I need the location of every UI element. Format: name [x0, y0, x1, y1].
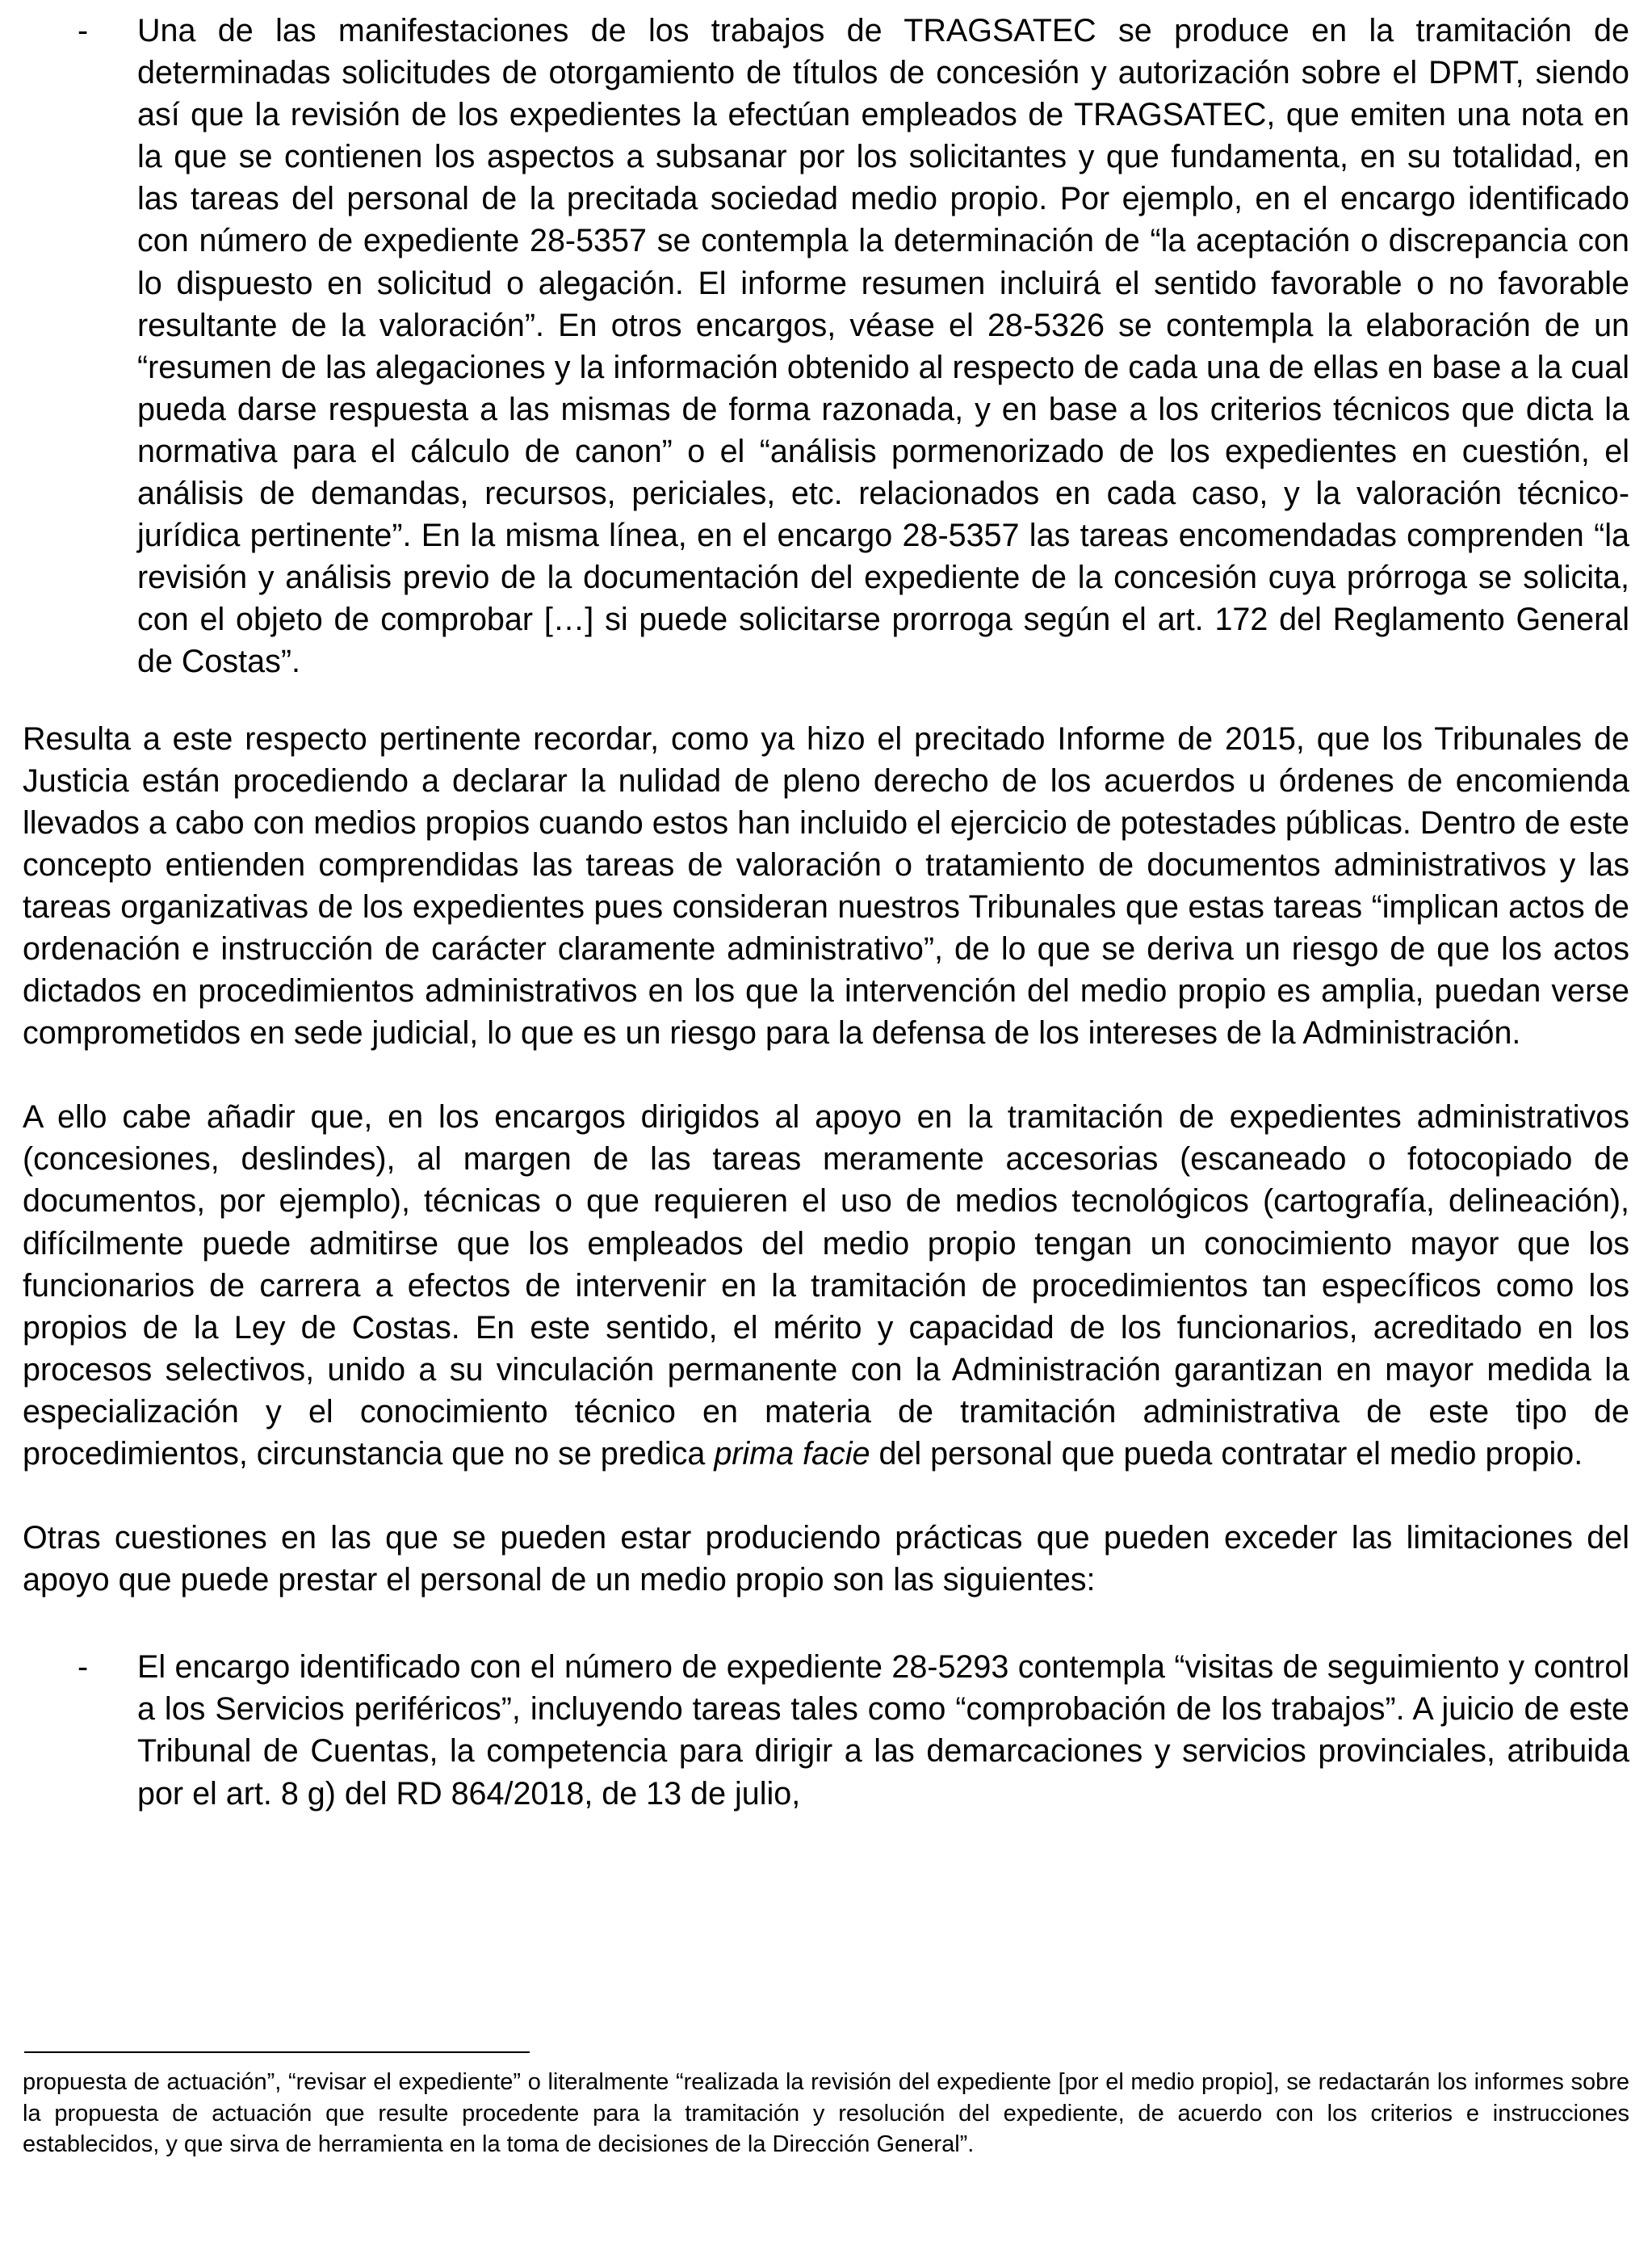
bullet-item [23, 10, 1629, 683]
paragraph-text: del personal que pueda contratar el medio propio. [870, 1436, 1583, 1472]
main-text [23, 10, 1629, 1815]
paragraph: Resulta a este respecto pertinente recordar, como ya hizo el precitado Informe de 2015, que los Tribunales de Justicia están procediendo a declarar la nulidad de pleno derecho de los acuerdos u órdenes de encomienda llevados a cabo con medios propios cuando estos han incluido el ejercicio de potestades públicas. Dentro de este concepto entienden comprendidas las tareas de valoración o tratamiento de documentos administrativos y las tareas organizativas de los expedientes pues consideran nuestros Tribunales que estas tareas “implican actos de ordenación e instrucción de carácter claramente administrativo”, de lo que se deriva un riesgo de que los actos dictados en procedimientos administrativos en los que la intervención del medio propio es amplia, puedan verse comprometidos en sede judicial, lo que es un riesgo para la defensa de los intereses de la Administración. [23, 720, 1629, 1052]
footnote-separator [24, 2051, 530, 2053]
paragraph: Otras cuestiones en las que se pueden estar produciendo prácticas que pueden exceder las limitaciones del apoyo que puede prestar el personal de un medio propio son las siguientes: [23, 1520, 1629, 1598]
italic-term: prima facie [714, 1436, 870, 1472]
bullet-dash: - [78, 1649, 89, 1686]
bullet-text: El encargo identificado con el número de expediente 28-5293 contempla “visitas de seguimiento y control a los Servicios periféricos”, incluyendo tareas tales como “comprobación de los trabajos”. A juicio de este Tribunal de Cuentas, la competencia para dirigir a las demarcaciones y servicios provinciales, atribuida por el art. 8 g) del RD 864/2018, de 13 de julio, [137, 1649, 1629, 1812]
paragraph-text: A ello cabe añadir que, en los encargos dirigidos al apoyo en la tramitación de expedientes administrativos (concesiones, deslindes), al margen de las tareas meramente accesorias (escaneado o fotocopiado de documentos, por ejemplo), técnicas o que requieren el uso de medios tecnológicos (cartografía, delineación), difícilmente puede admitirse que los empleados del medio propio tengan un conocimiento mayor que los funcionarios de carrera a efectos de intervenir en la tramitación de procedimientos tan específicos como los propios de la Ley de Costas. En este sentido, el mérito y capacidad de los funcionarios, acreditado en los procesos selectivos, unido a su vinculación permanente con la Administración garantizan en mayor medida la especialización y el conocimiento técnico en materia de tramitación administrativa de este tipo de procedimientos, circunstancia que no se predica [23, 1099, 1629, 1472]
bullet-dash: - [78, 13, 89, 48]
bullet-item [23, 1646, 1629, 1814]
paragraph [23, 1096, 1629, 1475]
footnote [23, 2067, 1629, 2160]
bullet-text: Una de las manifestaciones de los trabajos de TRAGSATEC se produce en la tramitación de determinadas solicitudes de otorgamiento de títulos de concesión y autorización sobre el DPMT, siendo así que la revisión de los expedientes la efectúan empleados de TRAGSATEC, que emiten una nota en la que se contienen los aspectos a subsanar por los solicitantes y que fundamenta, en su totalidad, en las tareas del personal de la precitada sociedad medio propio. Por ejemplo, en el encargo identificado con número de expediente 28-5357 se contempla la determinación de “la aceptación o discrepancia con lo dispuesto en solicitud o alegación. El informe resumen incluirá el sentido favorable o no favorable resultante de la valoración”. En otros encargos, véase el 28-5326 se contempla la elaboración de un “resumen de las alegaciones y la información obtenido al respecto de cada una de ellas en base a la cual pueda darse respuesta a las mismas de forma razonada, y en base a los criterios técnicos que dicta la normativa para el cálculo de canon” o el “análisis pormenorizado de los expedientes en cuestión, el análisis de demandas, recursos, periciales, etc. relacionados en cada caso, y la valoración técnico-jurídica pertinente”. En la misma línea, en el encargo 28-5357 las tareas encomendadas comprenden “la revisión y análisis previo de la documentación del expediente de la concesión cuya prórroga se solicita, con el objeto de comprobar […] si puede solicitarse prorroga según el art. 172 del Reglamento General de Costas”. [137, 13, 1629, 680]
footnote-text: propuesta de actuación”, “revisar el expediente” o literalmente “realizada la revisión del expediente [por el medio propio], se redactarán los informes sobre la propuesta de actuación que resulte procedente para la tramitación y resolución del expediente, de acuerdo con los criterios e instrucciones establecidos, y que sirva de herramienta en la toma de decisiones de la Dirección General”. [23, 2069, 1629, 2157]
